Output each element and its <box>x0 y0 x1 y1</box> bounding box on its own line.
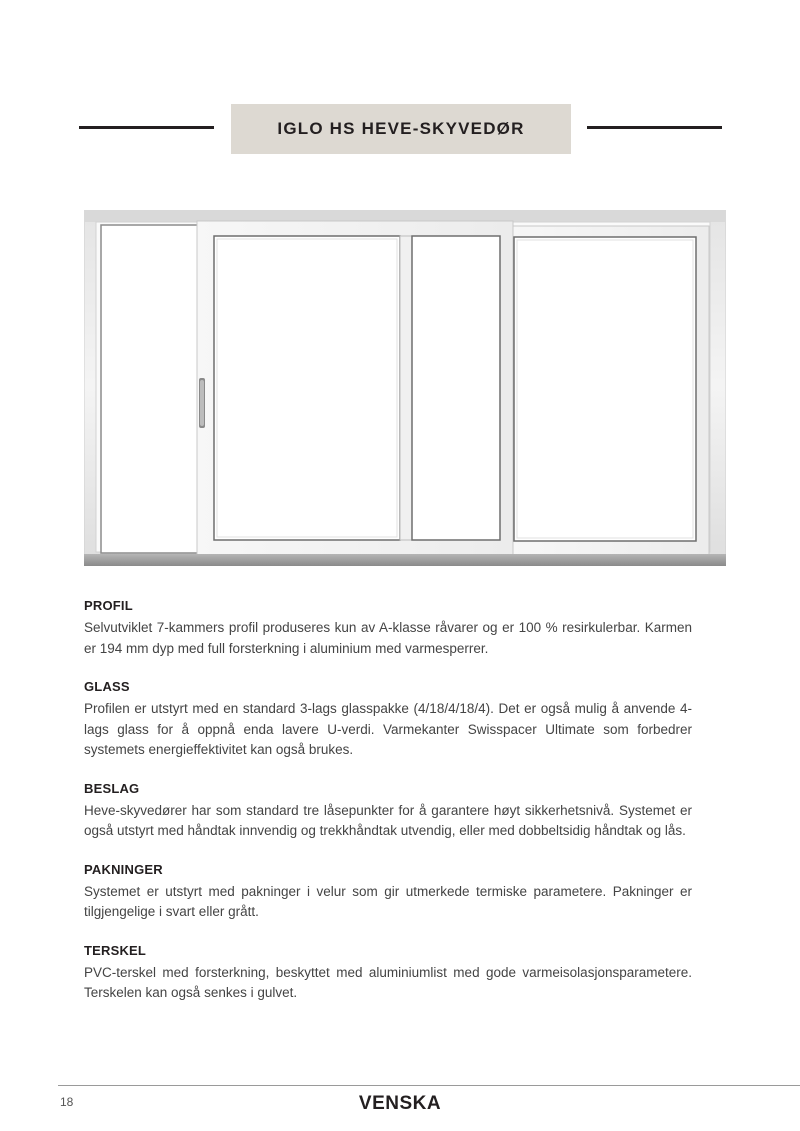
title-banner <box>231 104 571 154</box>
section-terskel <box>84 943 692 1004</box>
section-profil <box>84 598 692 659</box>
section-glass <box>84 679 692 761</box>
sliding-door-drawing <box>84 210 726 566</box>
section-heading: BESLAG <box>84 780 140 796</box>
specification-sections <box>84 598 692 1024</box>
page-title: IGLO HS HEVE-SKYVEDØR <box>277 119 525 138</box>
door-sill <box>84 554 726 566</box>
section-heading: GLASS <box>84 679 130 694</box>
title-rule-left <box>79 126 214 129</box>
section-heading: TERSKEL <box>84 942 147 958</box>
fixed-right-glass <box>514 237 696 541</box>
section-body: PVC-terskel med forsterkning, beskyttet med aluminiumlist med gode varmeisolasjonsparametere. Terskelen kan også senkes i gulvet. <box>84 964 692 1000</box>
brand-logo: VENSKA <box>358 1093 442 1114</box>
footer-divider <box>58 1085 800 1086</box>
mullion <box>400 236 412 540</box>
active-sash-glass-right <box>412 236 500 540</box>
section-heading: PROFIL <box>84 598 133 613</box>
section-body: Systemet er utstyrt med pakninger i velur som gir utmerkede termiske parametere. Pakninger er tilgjengelige i svart eller grått. <box>84 883 692 919</box>
title-rule-right <box>587 126 722 129</box>
sliding-door-illustration <box>84 210 726 566</box>
section-body: Heve-skyvedører har som standard tre låsepunkter for å garantere høyt sikkerhetsnivå. Systemet er også utstyrt med håndtak innvendig og trekkhåndtak utvendig, eller med dobbeltsidig håndtak og lås. <box>84 802 692 838</box>
section-heading: PAKNINGER <box>84 861 163 877</box>
section-body: Profilen er utstyrt med en standard 3-lags glasspakke (4/18/4/18/4). Det er også mulig å anvende 4-lags glass for å oppnå enda lavere U-verdi. Varmekanter Swisspacer Ultimate som forbedrer systemets energieffektivitet kan også brukes. <box>84 701 692 757</box>
frame-top-strip <box>84 210 726 222</box>
section-body: Selvutviklet 7-kammers profil produseres kun av A-klasse råvarer og er 100 % resirkulerbar. Karmen er 194 mm dyp med full forsterkning i aluminium med varmesperrer. <box>84 620 692 656</box>
active-sash-glass <box>214 236 400 540</box>
section-pakninger <box>84 862 692 923</box>
page-number: 18 <box>60 1095 74 1109</box>
section-beslag <box>84 781 692 842</box>
door-handle-grip <box>200 380 204 426</box>
fixed-left-glass <box>101 225 199 553</box>
